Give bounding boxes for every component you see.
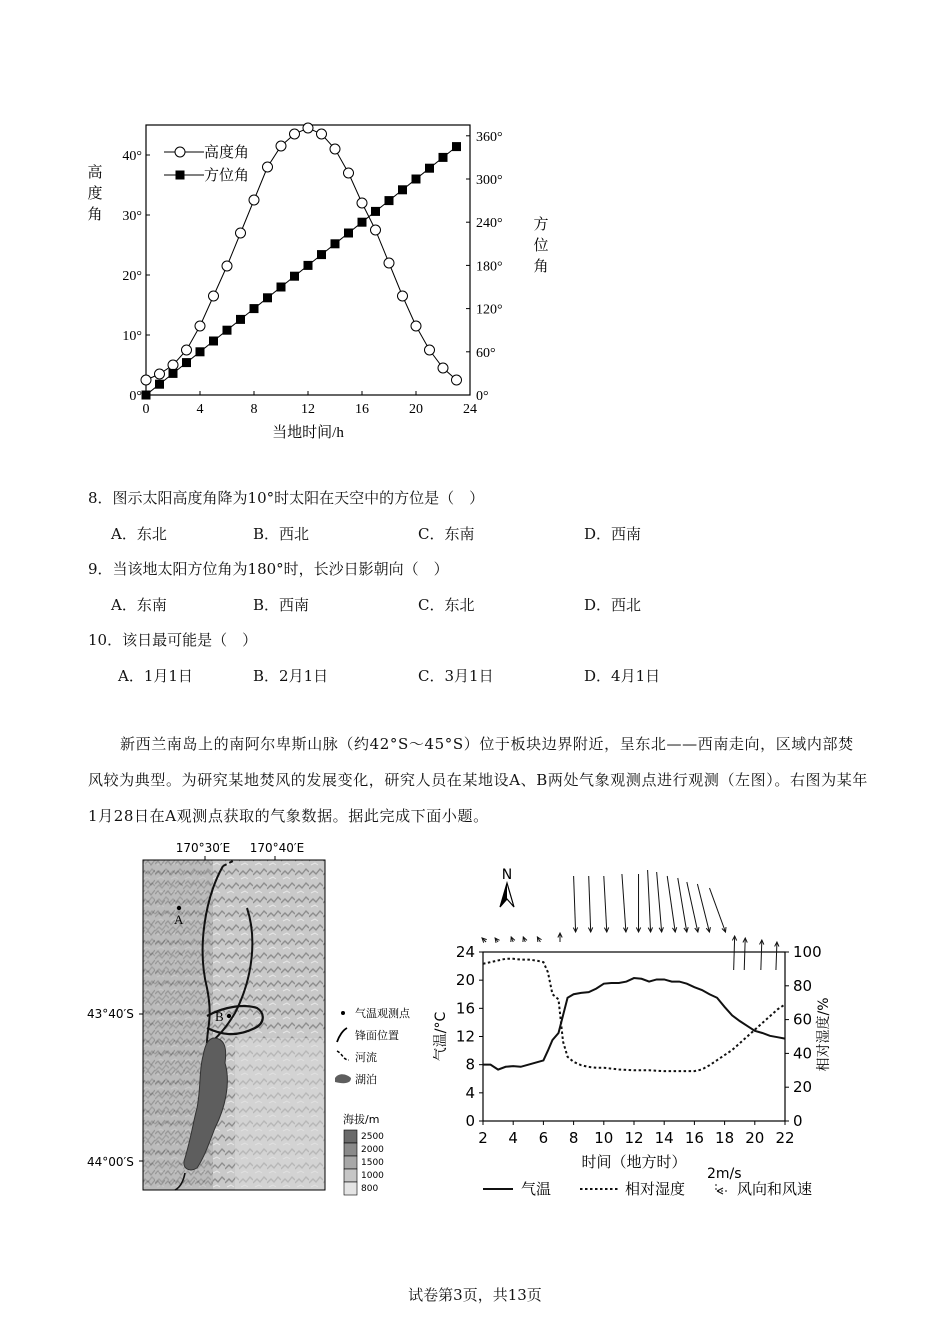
azimuth-point [155, 380, 164, 389]
terrain-map [85, 838, 435, 1198]
wind-arrow [657, 872, 662, 932]
legend-azimuth-label: 方位角 [204, 168, 250, 184]
question-8: 8．图示太阳高度角降为10°时太阳在天空中的方位是（ ） [88, 489, 485, 507]
y-right-tick-label: 0° [476, 389, 489, 404]
azimuth-point [263, 293, 272, 302]
map-legend [335, 1006, 411, 1086]
y-left-tick-label: 40° [122, 149, 142, 164]
altitude-point [330, 144, 340, 154]
legend-front: 锋面位置 [355, 1029, 399, 1042]
q9-option-d: D．西北 [584, 596, 642, 614]
azimuth-point [452, 142, 461, 151]
x-tick-label: 16 [355, 402, 369, 417]
azimuth-point [425, 164, 434, 173]
altitude-point [222, 261, 232, 271]
azimuth-point [371, 207, 380, 216]
azimuth-point [223, 326, 232, 335]
x-tick-label: 2 [478, 1129, 488, 1147]
legend-lake: 湖泊 [355, 1073, 377, 1086]
y-right-tick-label: 120° [476, 302, 503, 318]
azimuth-point [169, 369, 178, 378]
lat-label-2: 44°00′S [87, 1155, 134, 1169]
observation-point-a [177, 906, 181, 910]
legend-wind-label: 风向和风速 [737, 1180, 813, 1198]
wind-arrow [734, 936, 735, 970]
azimuth-point [398, 185, 407, 194]
wind-arrow [761, 940, 762, 970]
x-tick-label: 0 [142, 402, 150, 417]
azimuth-point [142, 391, 151, 400]
y-left-axis-label-char: 度 [87, 186, 103, 202]
azimuth-point [209, 337, 218, 346]
label-a: A [174, 912, 184, 927]
legend-altitude-marker [175, 147, 185, 157]
y-left-tick-label: 12 [455, 1027, 475, 1046]
temperature-line [483, 978, 785, 1070]
altitude-point [263, 162, 273, 172]
lon-label-1: 170°30′E [175, 841, 231, 855]
wind-arrow [648, 870, 651, 932]
altitude-point [384, 258, 394, 268]
x-axis-label: 时间（地方时） [581, 1153, 687, 1171]
x-tick-label: 14 [654, 1129, 674, 1147]
x-tick-label: 8 [250, 402, 258, 417]
altitude-point [155, 369, 165, 379]
solar-chart-plot [87, 123, 548, 441]
legend-wind-scale: 2m/s [707, 1166, 742, 1182]
y-right-tick-label: 360° [476, 129, 503, 145]
azimuth-point [358, 218, 367, 227]
solar-angle-chart [70, 115, 570, 455]
x-tick-label: 4 [196, 402, 204, 417]
q9-option-c: C．东北 [418, 596, 475, 614]
y-right-axis-label-char: 位 [533, 238, 549, 254]
azimuth-point [182, 358, 191, 367]
wind-arrow [667, 876, 675, 932]
y-left-axis-label: 气温/°C [433, 1011, 449, 1062]
y-right-tick-label: 180° [476, 259, 503, 275]
elev-1500: 1500 [361, 1158, 384, 1168]
q9-option-b: B．西南 [253, 596, 310, 614]
q8-option-a: A．东北 [111, 525, 167, 543]
x-tick-label: 12 [624, 1129, 644, 1147]
azimuth-point [439, 153, 448, 162]
y-left-tick-label: 4 [465, 1083, 475, 1102]
legend-humidity-label: 相对湿度 [625, 1180, 686, 1198]
y-left-tick-label: 16 [455, 999, 475, 1018]
azimuth-point [344, 229, 353, 238]
y-right-tick-label: 0 [793, 1112, 803, 1130]
azimuth-point [331, 239, 340, 248]
y-right-tick-label: 20 [793, 1078, 813, 1097]
q10-option-c: C．3月1日 [418, 667, 494, 685]
y-right-axis-label-char: 角 [533, 259, 549, 275]
map-frame [143, 860, 325, 1190]
altitude-point [276, 141, 286, 151]
y-right-tick-label: 60 [793, 1010, 813, 1029]
wind-arrow [678, 878, 687, 932]
altitude-point [195, 321, 205, 331]
weather-chart [425, 855, 845, 1210]
altitude-point [425, 345, 435, 355]
q10-option-b: B．2月1日 [253, 667, 329, 685]
y-right-axis-label: 相对湿度/% [816, 997, 832, 1072]
wind-arrow [744, 938, 745, 970]
y-left-axis-label-char: 角 [87, 207, 103, 223]
x-tick-label: 10 [594, 1129, 614, 1147]
wind-arrow [574, 876, 576, 932]
x-axis-label: 当地时间/h [272, 425, 344, 441]
y-right-tick-label: 300° [476, 173, 503, 188]
legend-azimuth-marker [176, 171, 185, 180]
lon-label-2: 170°40′E [249, 841, 305, 855]
wind-arrow [710, 888, 726, 932]
y-left-tick-label: 20° [122, 269, 142, 284]
legend-river: 河流 [355, 1051, 377, 1064]
legend-temp-label: 气温 [521, 1180, 552, 1198]
elev-title: 海拔/m [343, 1113, 380, 1126]
altitude-point [236, 228, 246, 238]
x-tick-label: 20 [745, 1129, 765, 1147]
x-tick-label: 16 [684, 1129, 704, 1147]
y-left-tick-label: 24 [455, 943, 475, 961]
elev-2000: 2000 [361, 1145, 384, 1155]
altitude-point [249, 195, 259, 205]
altitude-point [438, 363, 448, 373]
legend-station: 气温观测点 [355, 1007, 410, 1020]
azimuth-point [236, 315, 245, 324]
lat-label-1: 43°40′S [87, 1007, 134, 1021]
x-tick-label: 8 [568, 1129, 579, 1147]
azimuth-point [290, 272, 299, 281]
x-tick-label: 4 [508, 1129, 518, 1147]
q8-option-c: C．东南 [418, 525, 475, 543]
page-footer: 试卷第3页，共13页 [408, 1286, 542, 1304]
x-tick-label: 12 [301, 402, 315, 417]
elev-800: 800 [361, 1184, 379, 1194]
azimuth-point [317, 250, 326, 259]
y-right-tick-label: 40 [793, 1044, 813, 1063]
q9-option-a: A．东南 [111, 596, 167, 614]
altitude-point [303, 123, 313, 133]
altitude-point [168, 360, 178, 370]
wind-arrow [687, 882, 698, 932]
altitude-point [209, 291, 219, 301]
azimuth-point [196, 347, 205, 356]
legend-altitude-label: 高度角 [204, 145, 250, 161]
humidity-line [483, 959, 785, 1071]
wind-arrow [604, 876, 607, 932]
label-b: B [215, 1009, 224, 1024]
elev-1000: 1000 [361, 1171, 384, 1181]
altitude-point [411, 321, 421, 331]
altitude-point [290, 129, 300, 139]
q10-option-a: A．1月1日 [118, 667, 193, 685]
y-left-tick-label: 0° [129, 389, 142, 404]
altitude-line [146, 128, 457, 380]
x-tick-label: 24 [463, 402, 477, 417]
altitude-point [398, 291, 408, 301]
azimuth-line [146, 147, 457, 395]
elevation-legend [343, 1112, 384, 1195]
q8-option-b: B．西北 [253, 525, 310, 543]
elev-2500: 2500 [361, 1132, 384, 1142]
y-left-axis-label-char: 高 [87, 165, 103, 181]
y-left-tick-label: 10° [122, 329, 142, 344]
passage-text: 新西兰南岛上的南阿尔卑斯山脉（约42°S～45°S）位于板块边界附近，呈东北——西南走向，区域内部焚风较为典型。为研究某地焚风的发展变化，研究人员在某地设A、B两处气象观测点进行观测（左图）。右图为某年1月28日在A观测点获取的气象数据。据此完成下面小题。 [88, 735, 868, 825]
x-tick-label: 6 [538, 1129, 549, 1147]
altitude-point [317, 129, 327, 139]
q8-option-d: D．西南 [584, 525, 642, 543]
altitude-point [344, 168, 354, 178]
y-right-axis-label-char: 方 [533, 217, 549, 233]
y-left-tick-label: 8 [465, 1055, 475, 1074]
y-left-tick-label: 30° [122, 209, 142, 224]
x-tick-label: 18 [715, 1129, 735, 1147]
altitude-point [182, 345, 192, 355]
weather-chart-plot [433, 867, 832, 1198]
north-label: N [501, 867, 513, 883]
passage [88, 726, 868, 834]
observation-point-b [227, 1014, 231, 1018]
x-tick-label: 22 [775, 1129, 795, 1147]
wind-arrow [697, 884, 709, 932]
azimuth-point [277, 283, 286, 292]
altitude-point [371, 225, 381, 235]
wind-arrow [589, 876, 591, 932]
y-right-tick-label: 240° [476, 216, 503, 232]
wind-arrow [776, 942, 777, 970]
azimuth-point [412, 175, 421, 184]
question-9: 9．当该地太阳方位角为180°时，长沙日影朝向（ ） [88, 560, 449, 578]
altitude-point [141, 375, 151, 385]
altitude-point [452, 375, 462, 385]
q10-option-d: D．4月1日 [584, 667, 661, 685]
y-right-tick-label: 80 [793, 976, 813, 995]
altitude-point [357, 198, 367, 208]
legend-wind-scale-bar [716, 1184, 728, 1191]
plot-frame [146, 125, 470, 395]
y-right-tick-label: 60° [476, 345, 496, 361]
question-10: 10．该日最可能是（ ） [88, 631, 258, 649]
azimuth-point [385, 196, 394, 205]
wind-arrow [622, 874, 626, 932]
y-left-tick-label: 20 [455, 971, 475, 990]
azimuth-point [304, 261, 313, 270]
y-left-tick-label: 0 [465, 1112, 475, 1130]
azimuth-point [250, 304, 259, 313]
y-right-tick-label: 100 [793, 943, 822, 961]
x-tick-label: 20 [409, 402, 423, 417]
